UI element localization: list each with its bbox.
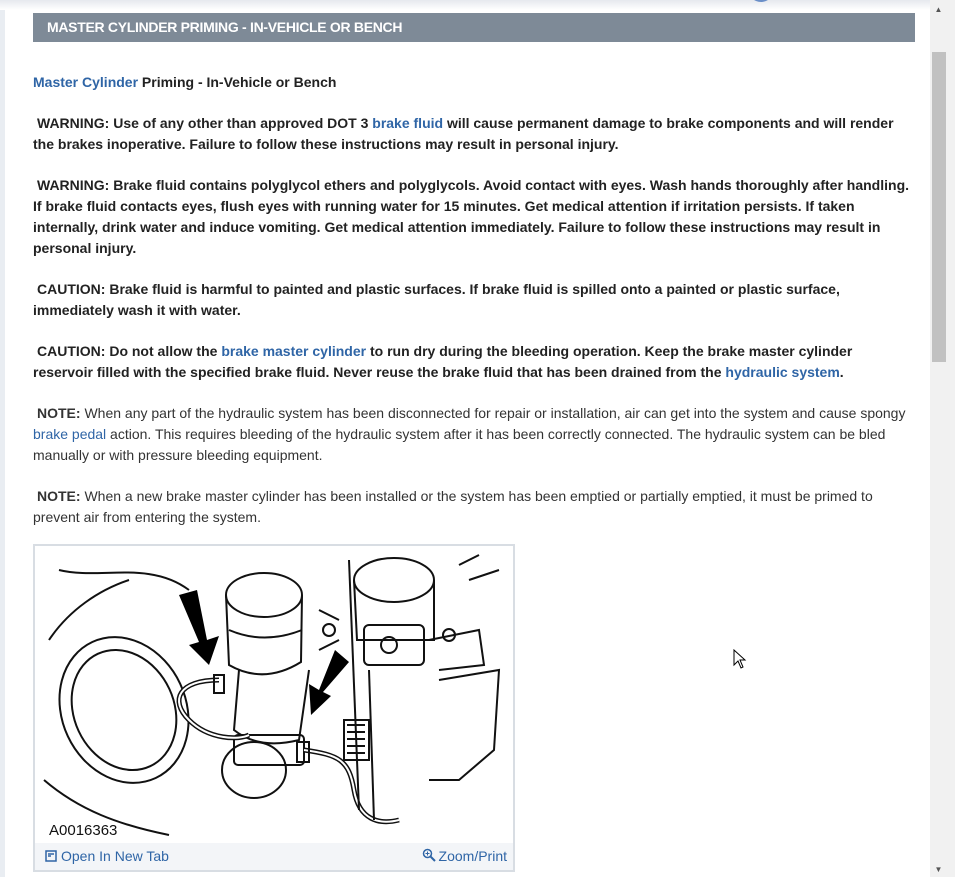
- procedure-title: [33, 72, 915, 93]
- note-text: When a new brake master cylinder has been installed or the system has been emptied or partially emptied, it must be primed to prevent air from entering the system.: [33, 488, 873, 525]
- hydraulic-system-link[interactable]: hydraulic system: [725, 364, 840, 380]
- note-2: [33, 486, 915, 528]
- brake-fluid-link[interactable]: brake fluid: [372, 115, 444, 131]
- caution-label: CAUTION:: [37, 281, 106, 297]
- note-label: NOTE:: [37, 488, 81, 504]
- note-text: action. This requires bleeding of the hydraulic system after it has been correctly connected. The hydraulic system can be bled manually or with pressure bleeding equipment.: [33, 426, 886, 463]
- caution-1: [33, 279, 915, 321]
- scrollbar-thumb[interactable]: [932, 52, 946, 362]
- caution-text: to run dry during the bleeding operation. Keep the brake master cylinder reservoir filled with the specified brake fluid. Never reuse the brake fluid that has been drained from the: [33, 343, 853, 380]
- open-in-new-tab-button[interactable]: [45, 848, 169, 864]
- procedure-content: [33, 72, 915, 548]
- scroll-down-arrow-icon[interactable]: ▼: [934, 865, 943, 874]
- open-tab-icon: [45, 850, 57, 862]
- caution-text: Brake fluid is harmful to painted and plastic surfaces. If brake fluid is spilled onto a painted or plastic surface, immediately wash it with water.: [33, 281, 840, 318]
- top-toolbar-edge: [0, 0, 930, 10]
- caution-text: Do not allow the: [105, 343, 222, 359]
- figure-id: A0016363: [49, 822, 118, 839]
- warning-text: will cause permanent damage to brake components and will render the brakes inoperative. Failure to follow these instructions may result in personal injury.: [33, 115, 894, 152]
- warning-text: Brake fluid contains polyglycol ethers and polyglycols. Avoid contact with eyes. Wash hands thoroughly after handling. If brake fluid contacts eyes, flush eyes with running water for 15 minutes. Get medical attention if irritation persists. If taken internally, drink water and induce vomiting. Get medical attention immediately. Failure to follow these instructions may result in personal injury.: [33, 177, 910, 256]
- note-label: NOTE:: [37, 405, 81, 421]
- procedure-title-text: Priming - In-Vehicle or Bench: [138, 74, 337, 90]
- caution-text: .: [839, 364, 844, 380]
- master-cylinder-link[interactable]: Master Cylinder: [33, 74, 139, 90]
- zoom-print-button[interactable]: [422, 848, 507, 864]
- master-cylinder-illustration[interactable]: [39, 550, 509, 845]
- illustration-figure: [33, 544, 515, 872]
- caution-2: [33, 341, 915, 383]
- brake-master-cylinder-link[interactable]: brake master cylinder: [221, 343, 367, 359]
- note-1: [33, 403, 915, 466]
- warning-1: [33, 113, 915, 155]
- magnifier-icon: [422, 848, 436, 862]
- warning-label: WARNING:: [37, 177, 110, 193]
- open-in-new-tab-label: Open In New Tab: [61, 848, 169, 864]
- scroll-up-arrow-icon[interactable]: ▲: [934, 5, 943, 14]
- zoom-print-label: Zoom/Print: [438, 848, 507, 864]
- brake-pedal-link[interactable]: brake pedal: [33, 426, 107, 442]
- warning-text: Use of any other than approved DOT 3: [109, 115, 373, 131]
- note-text: When any part of the hydraulic system has been disconnected for repair or installation, air can get into the system and cause spongy: [80, 405, 906, 421]
- caution-label: CAUTION:: [37, 343, 106, 359]
- warning-2: [33, 175, 915, 259]
- figure-toolbar: [35, 843, 513, 870]
- section-header: MASTER CYLINDER PRIMING - IN-VEHICLE OR BENCH: [33, 13, 915, 42]
- warning-label: WARNING:: [37, 115, 110, 131]
- mouse-cursor-icon: [733, 649, 747, 669]
